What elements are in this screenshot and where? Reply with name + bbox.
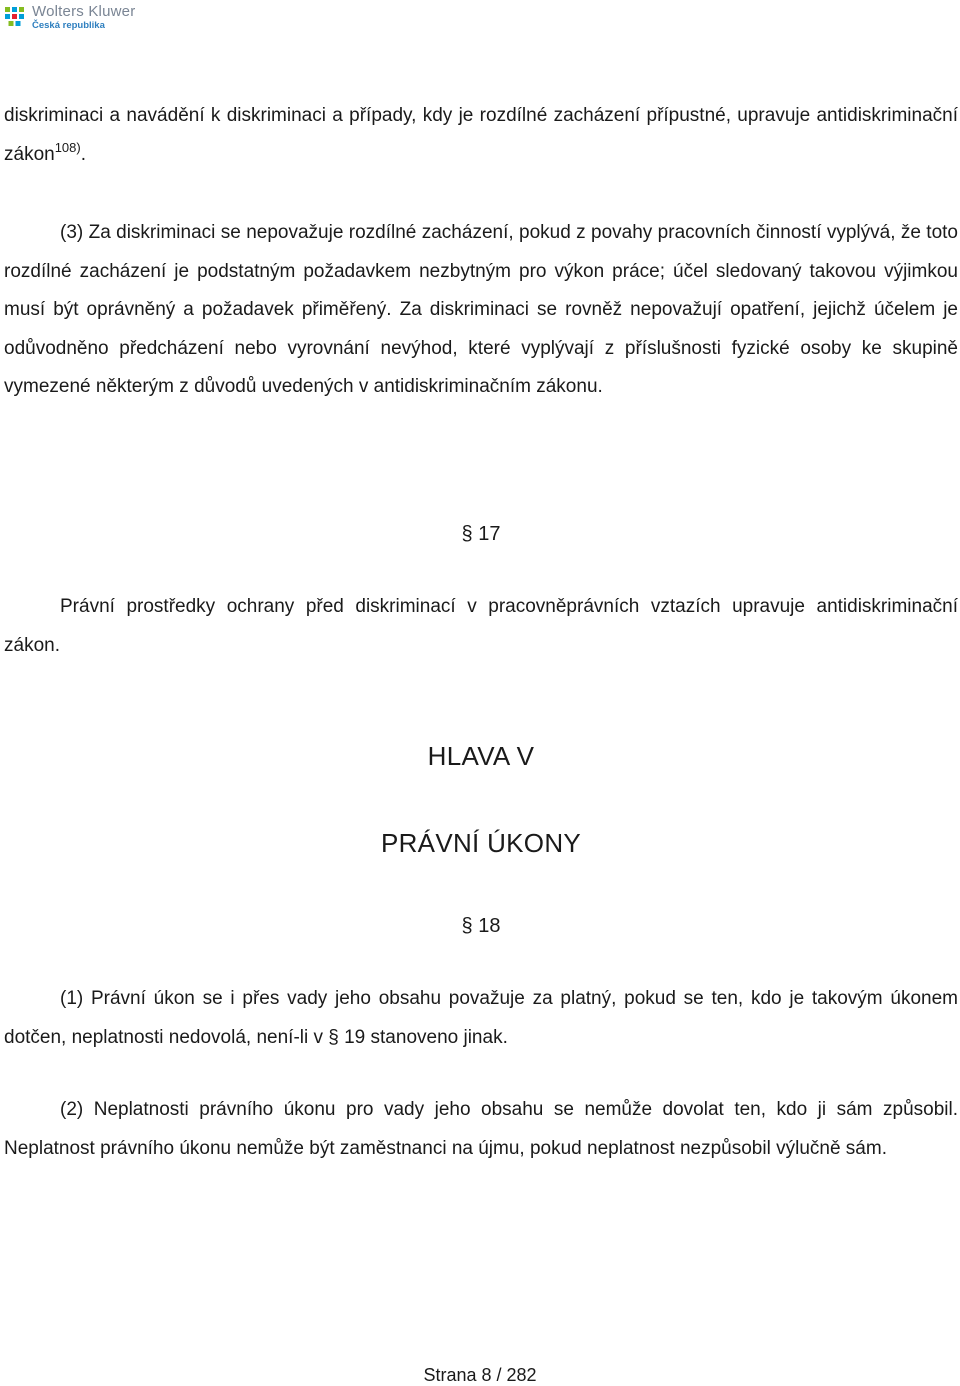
chapter-heading: HLAVA V [427,741,535,771]
paragraph-continuation [4,97,958,174]
paragraph-3: (3) Za diskriminaci se nepovažuje rozdílné zacházení, pokud z povahy pracovních činností vyplývá, že toto rozdílné zacházení je podstatným požadavkem nezbytným pro výkon práce; účel sledovaný takovou výjimkou musí být oprávněný a požadavek přiměřený. Za diskriminaci se rovněž nepovažují opatření, jejichž účelem je odůvodněno předcházení nebo vyrovnání nevýhod, které vyplývají z příslušnosti fyzické osoby ke skupině vymezené některým z důvodů uvedených v antidiskriminačním zákonu. [4,222,958,397]
publisher-logo [4,4,135,31]
logo-text [32,4,135,31]
chapter-title: PRÁVNÍ ÚKONY [380,828,582,858]
wolters-kluwer-logo-icon [4,5,26,29]
section-17-heading: § 17 [461,523,501,545]
paragraph-section-17: Právní prostředky ochrany před diskriminací v pracovněprávních vztazích upravuje antidiskriminační zákon. [4,596,958,656]
page-number: Strana 8 / 282 [423,1365,537,1385]
paragraph-text: diskriminaci a navádění k diskriminaci a případy, kdy je rozdílné zacházení přípustné, upravuje antidiskriminační zákon [4,105,958,165]
logo-name: Wolters Kluwer [32,3,136,20]
paragraph-18-1: (1) Právní úkon se i přes vady jeho obsahu považuje za platný, pokud se ten, kdo je takovým úkonem dotčen, neplatnosti nedovolá, není-li v § 19 stanoveno jinak. [4,988,958,1048]
paragraph-end: . [80,143,87,165]
section-18-heading: § 18 [461,915,501,937]
footnote-reference: 108) [54,139,81,155]
paragraph-18-2: (2) Neplatnosti právního úkonu pro vady jeho obsahu se nemůže dovolat ten, kdo ji sám způsobil. Neplatnost právního úkonu nemůže být zaměstnanci na újmu, pokud neplatnost nezpůsobil výlučně sám. [4,1099,958,1159]
logo-subtitle: Česká republika [32,20,105,31]
